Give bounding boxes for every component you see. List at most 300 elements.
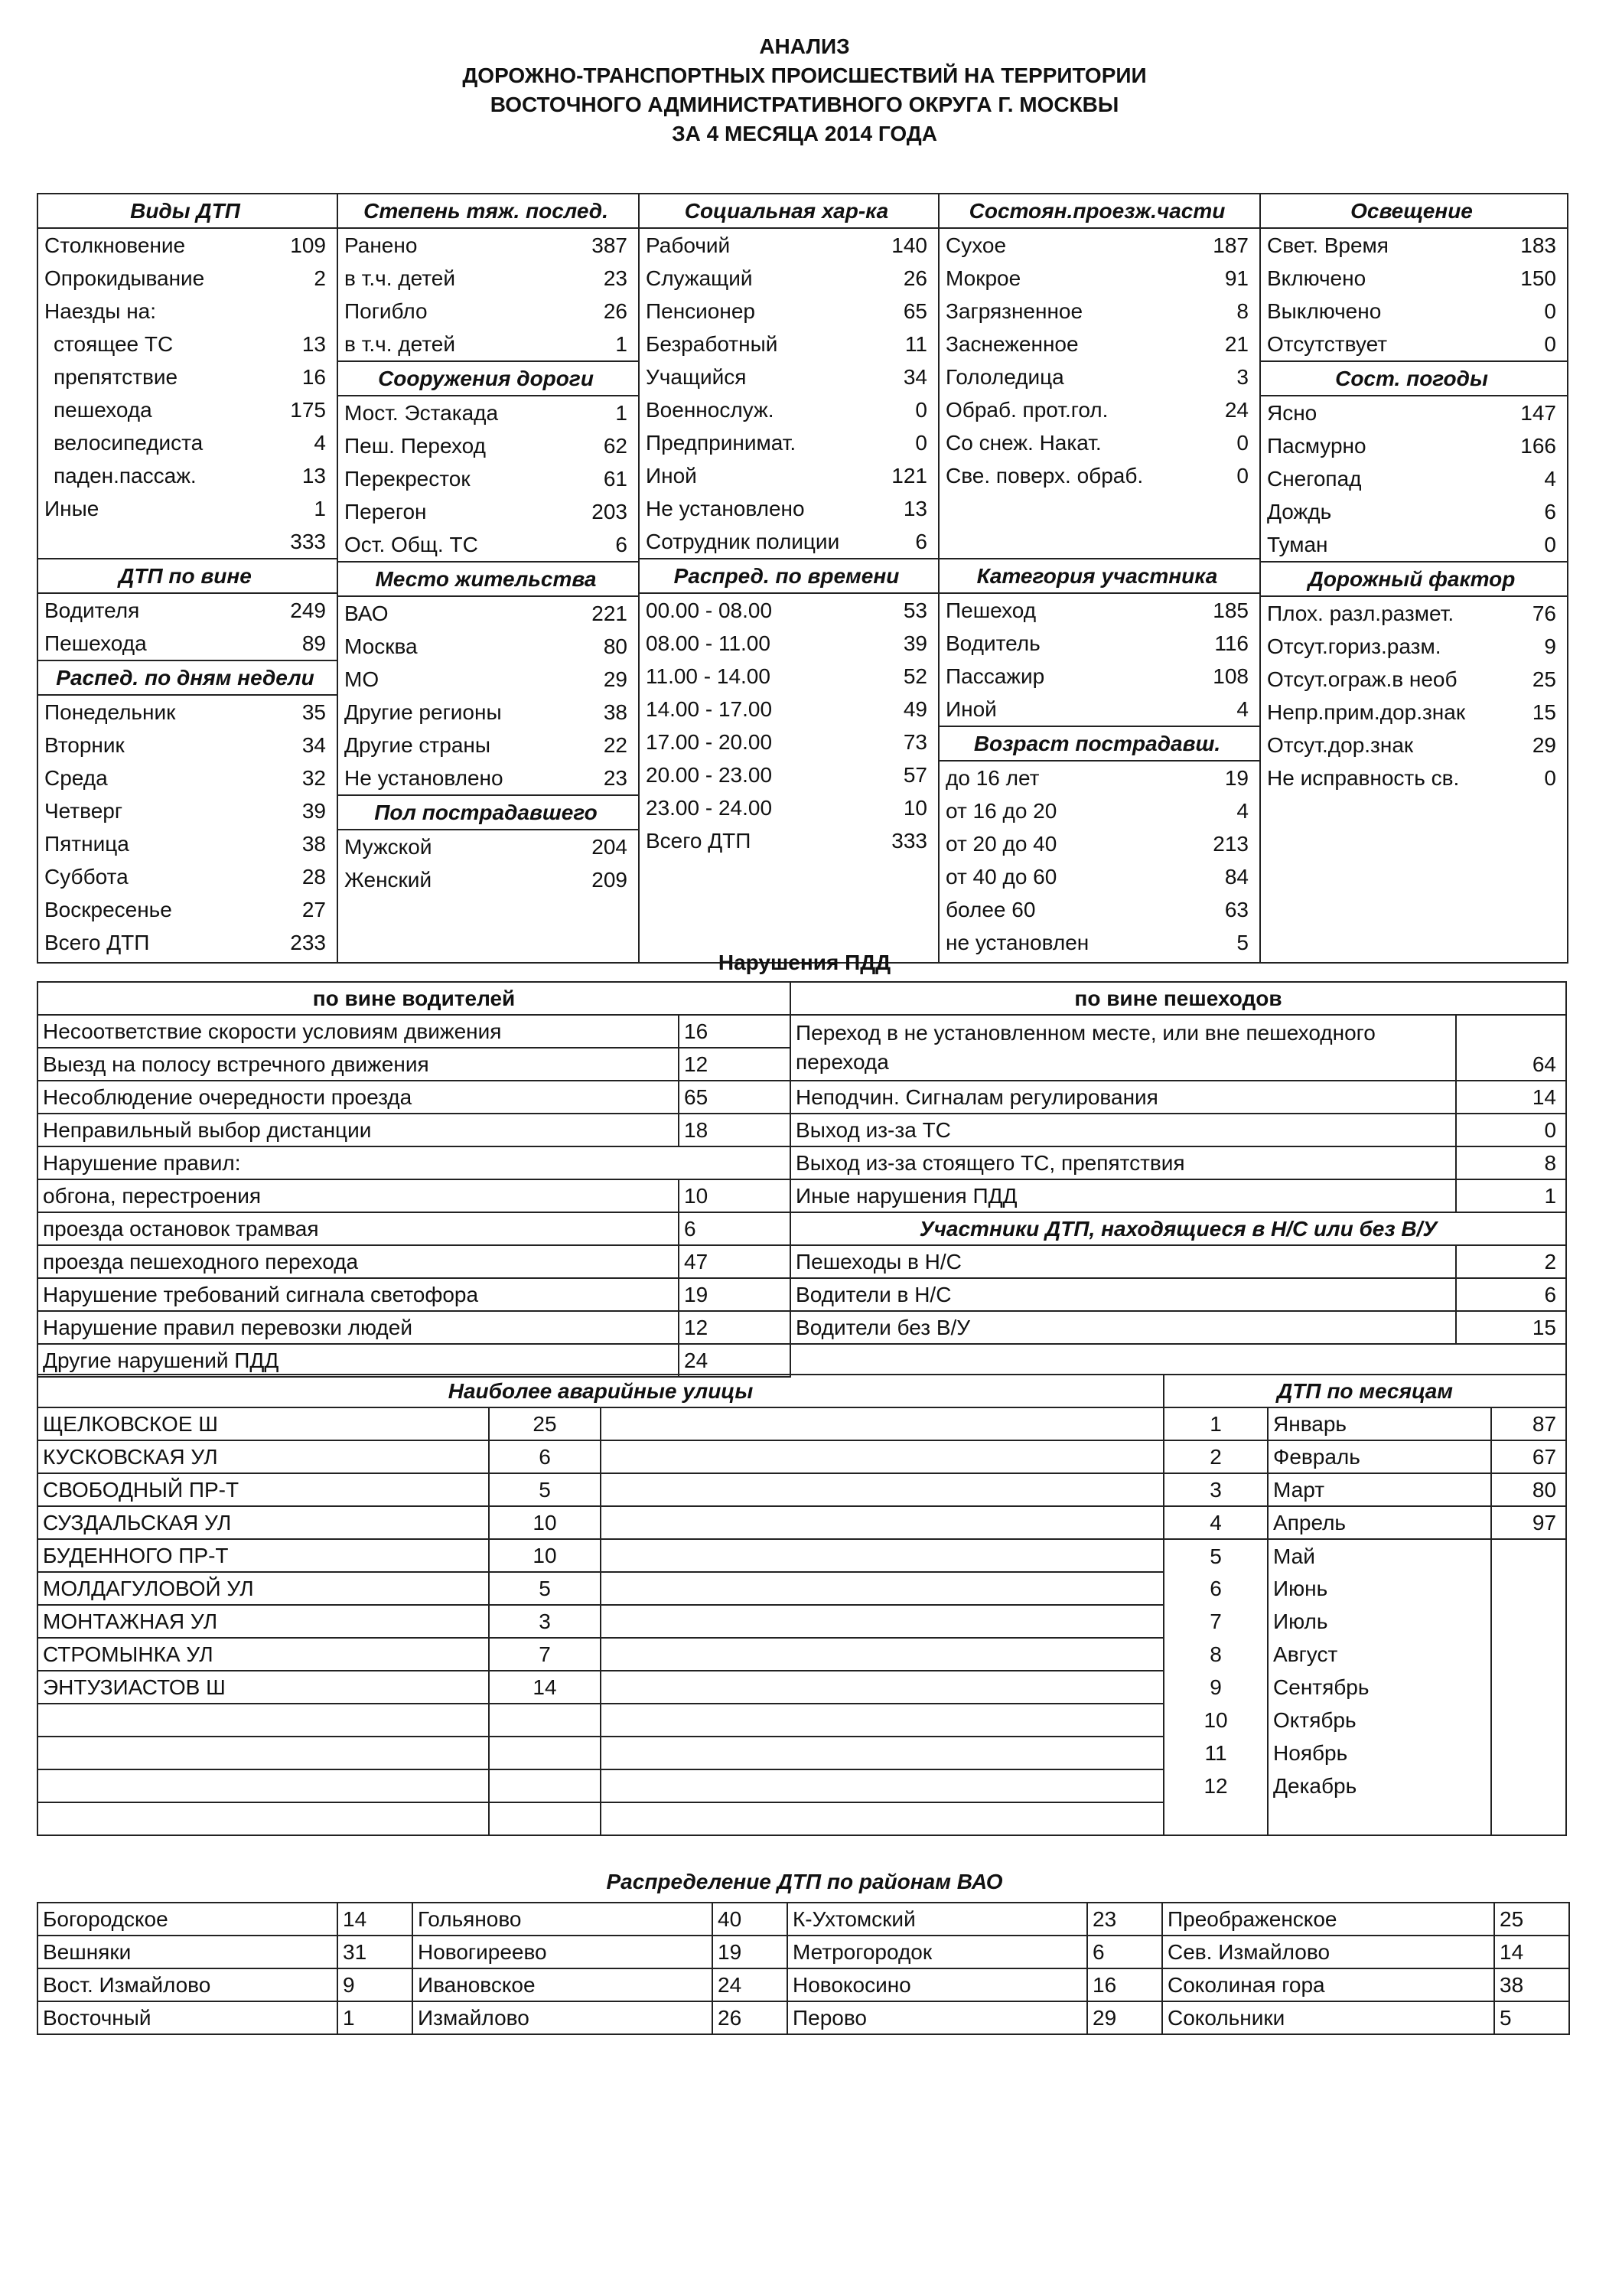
stat-label: Учащийся xyxy=(646,365,747,389)
month-value xyxy=(1491,1638,1566,1671)
section-header: Сооружения дороги xyxy=(338,360,638,396)
stat-row xyxy=(940,860,1259,893)
stat-row xyxy=(338,896,638,929)
stat-value: 1 xyxy=(615,332,627,356)
stat-value: 6 xyxy=(615,533,627,556)
street-bar-cell xyxy=(601,1605,1164,1638)
stat-value: 84 xyxy=(1224,865,1249,889)
stat-value: 34 xyxy=(301,733,326,757)
street-value: 25 xyxy=(489,1407,601,1440)
stat-value: 0 xyxy=(1236,464,1249,488)
street-name: КУСКОВСКАЯ УЛ xyxy=(37,1440,489,1473)
streets-head: Наиболее аварийные улицы xyxy=(37,1375,1164,1407)
stat-label: велосипедиста xyxy=(54,431,204,455)
stat-label: 20.00 - 23.00 xyxy=(646,763,773,787)
stat-label: Иной xyxy=(646,464,697,488)
stat-label: Четверг xyxy=(44,799,123,823)
stat-label: 08.00 - 11.00 xyxy=(646,631,770,655)
section-header: Сост. погоды xyxy=(1261,360,1567,396)
driver-violation-label: Нарушение правил: xyxy=(37,1146,790,1179)
stat-label: Водитель xyxy=(946,631,1041,655)
stat-row xyxy=(38,229,337,262)
street-month-row xyxy=(37,1539,1566,1572)
district-name: Измайлово xyxy=(412,2001,712,2034)
stat-value: 333 xyxy=(891,829,927,853)
stat-value: 203 xyxy=(591,500,627,523)
violation-row xyxy=(37,1344,1566,1377)
street-value: 5 xyxy=(489,1572,601,1605)
stat-row xyxy=(1261,597,1567,630)
street-value xyxy=(489,1704,601,1737)
stat-value: 38 xyxy=(301,832,326,856)
stat-value: 0 xyxy=(1544,766,1556,790)
ped-violation-label: Неподчин. Сигналам регулирования xyxy=(790,1081,1456,1114)
street-name: СУЗДАЛЬСКАЯ УЛ xyxy=(37,1506,489,1539)
ped-violation-value: 0 xyxy=(1456,1114,1566,1146)
stat-value: 4 xyxy=(314,431,326,455)
month-number: 12 xyxy=(1164,1769,1268,1802)
street-bar-cell xyxy=(601,1769,1164,1802)
stat-value: 10 xyxy=(903,796,927,820)
month-number: 2 xyxy=(1164,1440,1268,1473)
stat-row xyxy=(640,627,938,660)
stat-row xyxy=(940,328,1259,360)
month-name: Ноябрь xyxy=(1268,1737,1491,1769)
district-value: 38 xyxy=(1494,1968,1569,2001)
stat-row xyxy=(640,426,938,459)
month-number: 6 xyxy=(1164,1572,1268,1605)
street-month-row xyxy=(37,1572,1566,1605)
stat-value: 63 xyxy=(1224,898,1249,921)
stat-row xyxy=(940,525,1259,558)
ped-violation-value: 1 xyxy=(1456,1179,1566,1212)
district-value: 24 xyxy=(712,1968,787,2001)
stat-value: 4 xyxy=(1236,799,1249,823)
street-name: БУДЕННОГО ПР-Т xyxy=(37,1539,489,1572)
street-month-row xyxy=(37,1704,1566,1737)
stat-row xyxy=(940,693,1259,726)
participants-head: Участники ДТП, находящиеся в Н/С или без В/У xyxy=(790,1212,1566,1245)
month-value xyxy=(1491,1605,1566,1638)
stat-value: 150 xyxy=(1520,266,1556,290)
street-name xyxy=(37,1769,489,1802)
violation-row xyxy=(37,1311,1566,1344)
stat-row xyxy=(940,393,1259,426)
violation-row xyxy=(37,1278,1566,1311)
street-value xyxy=(489,1802,601,1835)
participant-label: Пешеходы в Н/С xyxy=(790,1245,1456,1278)
district-name: К-Ухтомский xyxy=(787,1903,1087,1936)
month-name xyxy=(1268,1802,1491,1835)
stat-row xyxy=(38,729,337,762)
stat-row xyxy=(1261,729,1567,762)
stat-value: 175 xyxy=(290,398,326,422)
stat-row xyxy=(38,627,337,660)
stat-row xyxy=(640,791,938,824)
stat-label: 00.00 - 08.00 xyxy=(646,598,773,622)
stat-row xyxy=(940,459,1259,492)
stat-value: 2 xyxy=(314,266,326,290)
district-value: 29 xyxy=(1087,2001,1162,2034)
month-name: Январь xyxy=(1268,1407,1491,1440)
district-value: 5 xyxy=(1494,2001,1569,2034)
stat-value: 62 xyxy=(603,434,627,458)
stat-label: в т.ч. детей xyxy=(344,266,456,290)
stat-label: в т.ч. детей xyxy=(344,332,456,356)
stat-value: 15 xyxy=(1532,700,1556,724)
street-month-row xyxy=(37,1802,1566,1835)
driver-violation-label: Нарушение правил перевозки людей xyxy=(37,1311,679,1344)
violation-row xyxy=(37,1179,1566,1212)
stat-label: 23.00 - 24.00 xyxy=(646,796,773,820)
stat-label: от 20 до 40 xyxy=(946,832,1057,856)
stat-row xyxy=(338,863,638,896)
ped-violation-label: Иные нарушения ПДД xyxy=(790,1179,1456,1212)
stat-value: 8 xyxy=(1236,299,1249,323)
drivers-head: по вине водителей xyxy=(37,982,790,1015)
section-header: Дорожный фактор xyxy=(1261,561,1567,597)
month-value: 80 xyxy=(1491,1473,1566,1506)
month-number: 11 xyxy=(1164,1737,1268,1769)
section-header: Состоян.проезж.части xyxy=(940,194,1259,229)
street-value: 10 xyxy=(489,1506,601,1539)
stat-label: Воскресенье xyxy=(44,898,172,921)
stat-row xyxy=(38,393,337,426)
stat-label: пешехода xyxy=(54,398,152,422)
stat-label: Среда xyxy=(44,766,108,790)
stat-label: до 16 лет xyxy=(946,766,1040,790)
month-value: 67 xyxy=(1491,1440,1566,1473)
violations-title: Нарушения ПДД xyxy=(718,951,891,974)
street-month-row xyxy=(37,1671,1566,1704)
stat-row xyxy=(38,295,337,328)
stat-value: 76 xyxy=(1532,602,1556,625)
stat-label: Включено xyxy=(1267,266,1366,290)
stat-value: 32 xyxy=(301,766,326,790)
stat-label: Отсут.ограж.в необ xyxy=(1267,667,1458,691)
participant-value: 2 xyxy=(1456,1245,1566,1278)
driver-violation-value: 12 xyxy=(679,1048,790,1081)
stat-row xyxy=(940,594,1259,627)
stat-label: Ранено xyxy=(344,233,418,257)
stat-label: стоящее ТС xyxy=(54,332,174,356)
stat-row xyxy=(338,528,638,561)
stat-label: Заснеженное xyxy=(946,332,1079,356)
stat-value: 27 xyxy=(301,898,326,921)
stat-row xyxy=(640,360,938,393)
stat-value: 39 xyxy=(903,631,927,655)
stat-row xyxy=(1261,794,1567,827)
districts-table xyxy=(37,1902,1570,2035)
stat-value: 13 xyxy=(903,497,927,520)
district-name: Новокосино xyxy=(787,1968,1087,2001)
ped-violation-value: 14 xyxy=(1456,1081,1566,1114)
stat-label: 11.00 - 14.00 xyxy=(646,664,770,688)
stat-label: Пешехода xyxy=(44,631,147,655)
section-header: Освещение xyxy=(1261,194,1567,229)
stat-value: 183 xyxy=(1520,233,1556,257)
stat-label: Иные xyxy=(44,497,99,520)
stat-row xyxy=(338,262,638,295)
district-value: 19 xyxy=(712,1936,787,1968)
stat-label: Не исправность св. xyxy=(1267,766,1460,790)
stat-row xyxy=(338,328,638,360)
stat-row xyxy=(338,630,638,663)
violations-table xyxy=(37,981,1567,1378)
month-name: Сентябрь xyxy=(1268,1671,1491,1704)
district-name: Восточный xyxy=(37,2001,337,2034)
street-value: 7 xyxy=(489,1638,601,1671)
stat-value: 13 xyxy=(301,464,326,488)
stat-label: Понедельник xyxy=(44,700,176,724)
stat-label: Москва xyxy=(344,634,418,658)
stat-value: 61 xyxy=(603,467,627,491)
month-value: 87 xyxy=(1491,1407,1566,1440)
months-head: ДТП по месяцам xyxy=(1164,1375,1566,1407)
stat-value: 9 xyxy=(1544,634,1556,658)
stat-row xyxy=(640,857,938,890)
stat-label: Сотрудник полиции xyxy=(646,530,840,553)
stat-row xyxy=(1261,893,1567,926)
month-value xyxy=(1491,1704,1566,1737)
district-name: Сев. Измайлово xyxy=(1162,1936,1494,1968)
stat-label: Другие регионы xyxy=(344,700,502,724)
street-name: ЩЕЛКОВСКОЕ Ш xyxy=(37,1407,489,1440)
stat-label: Сухое xyxy=(946,233,1007,257)
stat-value: 121 xyxy=(891,464,927,488)
street-bar-cell xyxy=(601,1671,1164,1704)
stat-row xyxy=(1261,229,1567,262)
stat-row xyxy=(338,663,638,696)
driver-violation-label: Нарушение требований сигнала светофора xyxy=(37,1278,679,1311)
stat-row xyxy=(338,597,638,630)
stat-row xyxy=(940,426,1259,459)
month-name: Май xyxy=(1268,1539,1491,1572)
stat-value: 166 xyxy=(1520,434,1556,458)
month-name: Июль xyxy=(1268,1605,1491,1638)
stat-label: Пеш. Переход xyxy=(344,434,486,458)
stat-value: 11 xyxy=(904,332,927,356)
stat-label: Со снеж. Накат. xyxy=(946,431,1102,455)
violation-row xyxy=(37,1015,1566,1048)
stat-value: 73 xyxy=(903,730,927,754)
district-name: Преображенское xyxy=(1162,1903,1494,1936)
stat-value: 233 xyxy=(290,931,326,954)
stat-row xyxy=(940,492,1259,525)
stat-label: Всего ДТП xyxy=(646,829,751,853)
title-line: АНАЛИЗ xyxy=(759,34,850,58)
driver-violation-value: 10 xyxy=(679,1179,790,1212)
districts-title: Распределение ДТП по районам ВАО xyxy=(606,1870,1003,1893)
driver-violation-label: обгона, перестроения xyxy=(37,1179,679,1212)
district-name: Богородское xyxy=(37,1903,337,1936)
street-bar-cell xyxy=(601,1407,1164,1440)
violation-row xyxy=(37,1212,1566,1245)
stat-row xyxy=(1261,429,1567,462)
stat-value: 116 xyxy=(1214,631,1249,655)
district-name: Вост. Измайлово xyxy=(37,1968,337,2001)
title-line: ВОСТОЧНОГО АДМИНИСТРАТИВНОГО ОКРУГА Г. МОСКВЫ xyxy=(490,93,1119,116)
street-name: ЭНТУЗИАСТОВ Ш xyxy=(37,1671,489,1704)
stat-label: Отсут.гориз.разм. xyxy=(1267,634,1441,658)
district-name: Соколиная гора xyxy=(1162,1968,1494,2001)
stat-column-col4 xyxy=(940,194,1261,962)
stat-row xyxy=(1261,663,1567,696)
stat-row xyxy=(338,429,638,462)
district-value: 26 xyxy=(712,2001,787,2034)
stat-row xyxy=(940,229,1259,262)
stat-row xyxy=(940,295,1259,328)
stat-label: Пешеход xyxy=(946,598,1037,622)
ped-violation-value: 64 xyxy=(1456,1015,1566,1081)
district-value: 31 xyxy=(337,1936,412,1968)
stat-row xyxy=(640,328,938,360)
street-bar-cell xyxy=(601,1539,1164,1572)
document-title xyxy=(0,32,1609,148)
stat-value: 26 xyxy=(903,266,927,290)
stat-row xyxy=(640,459,938,492)
month-number: 4 xyxy=(1164,1506,1268,1539)
stat-value: 38 xyxy=(603,700,627,724)
month-name: Август xyxy=(1268,1638,1491,1671)
stat-label: Мокрое xyxy=(946,266,1021,290)
stat-value: 49 xyxy=(903,697,927,721)
street-name: СТРОМЫНКА УЛ xyxy=(37,1638,489,1671)
district-name: Вешняки xyxy=(37,1936,337,1968)
stat-row xyxy=(640,525,938,558)
stat-label: Дождь xyxy=(1267,500,1332,523)
stat-label: Безработный xyxy=(646,332,778,356)
driver-violation-value: 12 xyxy=(679,1311,790,1344)
stat-value: 109 xyxy=(290,233,326,257)
stat-value: 53 xyxy=(903,598,927,622)
stat-value: 0 xyxy=(915,431,927,455)
ped-violation-label-line: перехода xyxy=(796,1050,889,1074)
stat-label: Туман xyxy=(1267,533,1328,556)
stat-row xyxy=(38,762,337,794)
stat-label: Ясно xyxy=(1267,401,1317,425)
month-name: Февраль xyxy=(1268,1440,1491,1473)
month-name: Октябрь xyxy=(1268,1704,1491,1737)
stat-value: 6 xyxy=(1544,500,1556,523)
violation-row xyxy=(37,1081,1566,1114)
stat-label: 14.00 - 17.00 xyxy=(646,697,773,721)
stat-row xyxy=(38,827,337,860)
stat-row xyxy=(38,459,337,492)
title-line: ЗА 4 МЕСЯЦА 2014 ГОДА xyxy=(672,122,937,145)
stat-value: 1 xyxy=(615,401,627,425)
stat-row xyxy=(38,492,337,525)
section-header: Пол пострадавшего xyxy=(338,794,638,830)
street-value: 14 xyxy=(489,1671,601,1704)
stat-value: 108 xyxy=(1213,664,1249,688)
district-value: 14 xyxy=(337,1903,412,1936)
stat-row xyxy=(640,660,938,693)
stat-value: 4 xyxy=(1236,697,1249,721)
stat-label: Снегопад xyxy=(1267,467,1362,491)
stat-label: более 60 xyxy=(946,898,1036,921)
stat-label: паден.пассаж. xyxy=(54,464,197,488)
stat-value: 19 xyxy=(1224,766,1249,790)
driver-violation-label: Другие нарушений ПДД xyxy=(37,1344,679,1377)
stat-value: 16 xyxy=(301,365,326,389)
month-number: 7 xyxy=(1164,1605,1268,1638)
participant-label: Водители без В/У xyxy=(790,1311,1456,1344)
stat-row xyxy=(38,328,337,360)
month-value xyxy=(1491,1572,1566,1605)
driver-violation-value: 65 xyxy=(679,1081,790,1114)
driver-violation-value: 19 xyxy=(679,1278,790,1311)
stat-label: Све. поверх. обраб. xyxy=(946,464,1144,488)
stat-value: 52 xyxy=(903,664,927,688)
stat-row xyxy=(1261,262,1567,295)
stat-row xyxy=(338,762,638,794)
stat-label: Военнослуж. xyxy=(646,398,774,422)
district-row xyxy=(37,1968,1569,2001)
stat-row xyxy=(940,827,1259,860)
title-line: ДОРОЖНО-ТРАНСПОРТНЫХ ПРОИСШЕСТВИЙ НА ТЕРРИТОРИИ xyxy=(462,64,1147,87)
street-name: СВОБОДНЫЙ ПР-Т xyxy=(37,1473,489,1506)
street-value: 6 xyxy=(489,1440,601,1473)
stat-row xyxy=(640,824,938,857)
district-value: 16 xyxy=(1087,1968,1162,2001)
stat-label: МО xyxy=(344,667,379,691)
stat-row xyxy=(640,726,938,758)
stat-value: 57 xyxy=(903,763,927,787)
stat-row xyxy=(38,426,337,459)
stat-label: Пассажир xyxy=(946,664,1045,688)
stat-row xyxy=(38,594,337,627)
street-month-row xyxy=(37,1605,1566,1638)
street-bar-cell xyxy=(601,1506,1164,1539)
street-month-row xyxy=(37,1737,1566,1769)
stat-row xyxy=(38,525,337,558)
district-value: 1 xyxy=(337,2001,412,2034)
stat-label: Пятница xyxy=(44,832,129,856)
stat-label: Женский xyxy=(344,868,432,892)
stat-row xyxy=(640,693,938,726)
stat-column-col3 xyxy=(640,194,940,962)
stat-row xyxy=(640,492,938,525)
district-value: 40 xyxy=(712,1903,787,1936)
streets-months-table xyxy=(37,1374,1567,1836)
stat-value: 249 xyxy=(290,598,326,622)
district-value: 14 xyxy=(1494,1936,1569,1968)
stat-column-col5 xyxy=(1261,194,1567,962)
violation-row xyxy=(37,1114,1566,1146)
stat-label: Водителя xyxy=(44,598,140,622)
stat-label: Иной xyxy=(946,697,997,721)
street-name xyxy=(37,1737,489,1769)
ped-violation-label: Выход из-за стоящего ТС, препятствия xyxy=(790,1146,1456,1179)
stat-value: 35 xyxy=(301,700,326,724)
stat-column-col2 xyxy=(338,194,640,962)
stat-value: 29 xyxy=(603,667,627,691)
driver-violation-label: Выезд на полосу встречного движения xyxy=(37,1048,679,1081)
stat-label: Рабочий xyxy=(646,233,731,257)
stat-value: 0 xyxy=(1544,533,1556,556)
month-name: Июнь xyxy=(1268,1572,1491,1605)
district-name: Сокольники xyxy=(1162,2001,1494,2034)
driver-violation-value: 16 xyxy=(679,1015,790,1048)
ped-violation-value: 8 xyxy=(1456,1146,1566,1179)
stat-value: 0 xyxy=(915,398,927,422)
stat-label: Перегон xyxy=(344,500,427,523)
violations-head-row xyxy=(37,982,1566,1015)
month-number: 10 xyxy=(1164,1704,1268,1737)
stat-row xyxy=(640,262,938,295)
month-value xyxy=(1491,1671,1566,1704)
